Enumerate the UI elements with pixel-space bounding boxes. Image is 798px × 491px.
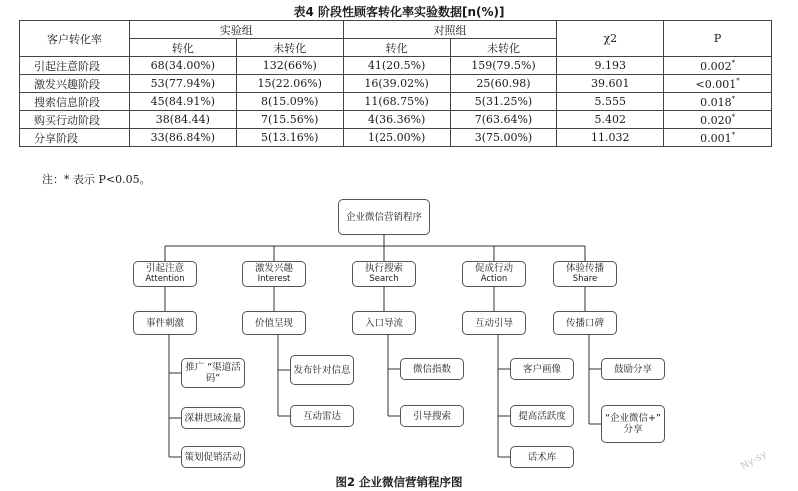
exp-converted-cell: 53(77.94%) [129, 75, 236, 93]
exp-converted-cell: 33(86.84%) [129, 129, 236, 147]
flow-action-box: “企业微信+” 分享 [601, 405, 665, 443]
ctrl-converted-cell: 41(20.5%) [343, 57, 450, 75]
flow-stage-box [133, 261, 197, 287]
stage-name-en: Action [480, 274, 508, 284]
row-stage-cell: 分享阶段 [20, 129, 130, 147]
p-value-text: 0.020 [700, 113, 732, 127]
ctrl-converted-cell: 4(36.36%) [343, 111, 450, 129]
header-control-group: 对照组 [343, 21, 557, 39]
header-chi-square: χ2 [557, 21, 664, 57]
flow-action-box: 微信指数 [400, 358, 464, 380]
chi-square-cell: 9.193 [557, 57, 664, 75]
exp-converted-cell: 38(84.44) [129, 111, 236, 129]
figure-caption: 图2 企业微信营销程序图 [335, 475, 463, 489]
row-stage-cell: 激发兴趣阶段 [20, 75, 130, 93]
significance-star: * [731, 112, 736, 121]
subheader-ctrl-converted: 转化 [343, 39, 450, 57]
flow-action-box: 提高活跃度 [510, 405, 574, 427]
flow-action-box: 发布针对信息 [290, 355, 354, 385]
flow-action-box: 推广 “渠道活码” [181, 358, 245, 388]
flow-substage-box: 传播口碑 [553, 311, 617, 335]
watermark: Ny-sy [739, 448, 769, 473]
chi-square-cell: 11.032 [557, 129, 664, 147]
flow-root-box: 企业微信营销程序 [338, 199, 430, 235]
flow-substage-box: 价值呈现 [242, 311, 306, 335]
p-value-text: 0.018 [700, 95, 732, 109]
significance-star: * [731, 130, 736, 139]
exp-not-converted-cell: 132(66%) [236, 57, 343, 75]
table-note: 注：* 表示 P<0.05。 [42, 173, 151, 186]
stage-name-cn: 促成行动 [474, 263, 513, 274]
stage-name-en: Interest [257, 274, 291, 284]
row-stage-cell: 引起注意阶段 [20, 57, 130, 75]
subheader-exp-converted: 转化 [129, 39, 236, 57]
ctrl-not-converted-cell: 7(63.64%) [450, 111, 557, 129]
p-value-text: 0.002 [700, 59, 732, 73]
flow-stage-box [553, 261, 617, 287]
stage-name-cn: 体验传播 [565, 263, 604, 274]
ctrl-not-converted-cell: 3(75.00%) [450, 129, 557, 147]
header-p-value: P [664, 21, 772, 57]
flow-action-box: 互动雷达 [290, 405, 354, 427]
flow-substage-box: 互动引导 [462, 311, 526, 335]
p-value-text: 0.001 [700, 131, 732, 145]
exp-not-converted-cell: 8(15.09%) [236, 93, 343, 111]
stage-name-cn: 激发兴趣 [254, 263, 293, 274]
exp-not-converted-cell: 15(22.06%) [236, 75, 343, 93]
ctrl-converted-cell: 16(39.02%) [343, 75, 450, 93]
subheader-ctrl-not-converted: 未转化 [450, 39, 557, 57]
flow-action-box: 深耕思域流量 [181, 407, 245, 429]
chi-square-cell: 5.555 [557, 93, 664, 111]
flow-stage-box [462, 261, 526, 287]
ctrl-not-converted-cell: 159(79.5%) [450, 57, 557, 75]
stage-name-en: Attention [145, 274, 185, 284]
row-stage-cell: 购买行动阶段 [20, 111, 130, 129]
exp-not-converted-cell: 7(15.56%) [236, 111, 343, 129]
flow-action-box: 策划促销活动 [181, 446, 245, 468]
header-customer-conversion: 客户转化率 [20, 21, 130, 57]
significance-star: * [736, 76, 740, 85]
flow-substage-box: 入口导流 [352, 311, 416, 335]
table-title: 表4 阶段性顾客转化率实验数据[n(%)] [293, 5, 505, 19]
significance-star: * [731, 58, 736, 67]
ctrl-not-converted-cell: 25(60.98) [450, 75, 557, 93]
flow-action-box: 客户画像 [510, 358, 574, 380]
flow-stage-box [242, 261, 306, 287]
flow-action-box: 话术库 [510, 446, 574, 468]
significance-star: * [731, 94, 736, 103]
ctrl-converted-cell: 1(25.00%) [343, 129, 450, 147]
p-value-text: <0.001 [695, 77, 737, 91]
ctrl-converted-cell: 11(68.75%) [343, 93, 450, 111]
header-experimental-group: 实验组 [129, 21, 343, 39]
exp-not-converted-cell: 5(13.16%) [236, 129, 343, 147]
chi-square-cell: 39.601 [557, 75, 664, 93]
subheader-exp-not-converted: 未转化 [236, 39, 343, 57]
chi-square-cell: 5.402 [557, 111, 664, 129]
flow-action-box: 引导搜索 [400, 405, 464, 427]
ctrl-not-converted-cell: 5(31.25%) [450, 93, 557, 111]
flow-stage-box [352, 261, 416, 287]
flow-action-box: 鼓励分享 [601, 358, 665, 380]
exp-converted-cell: 45(84.91%) [129, 93, 236, 111]
stage-name-cn: 执行搜索 [364, 263, 403, 274]
stage-name-cn: 引起注意 [145, 263, 184, 274]
row-stage-cell: 搜索信息阶段 [20, 93, 130, 111]
exp-converted-cell: 68(34.00%) [129, 57, 236, 75]
stage-name-en: Share [572, 274, 598, 284]
flow-substage-box: 事件刺激 [133, 311, 197, 335]
stage-name-en: Search [369, 274, 399, 284]
